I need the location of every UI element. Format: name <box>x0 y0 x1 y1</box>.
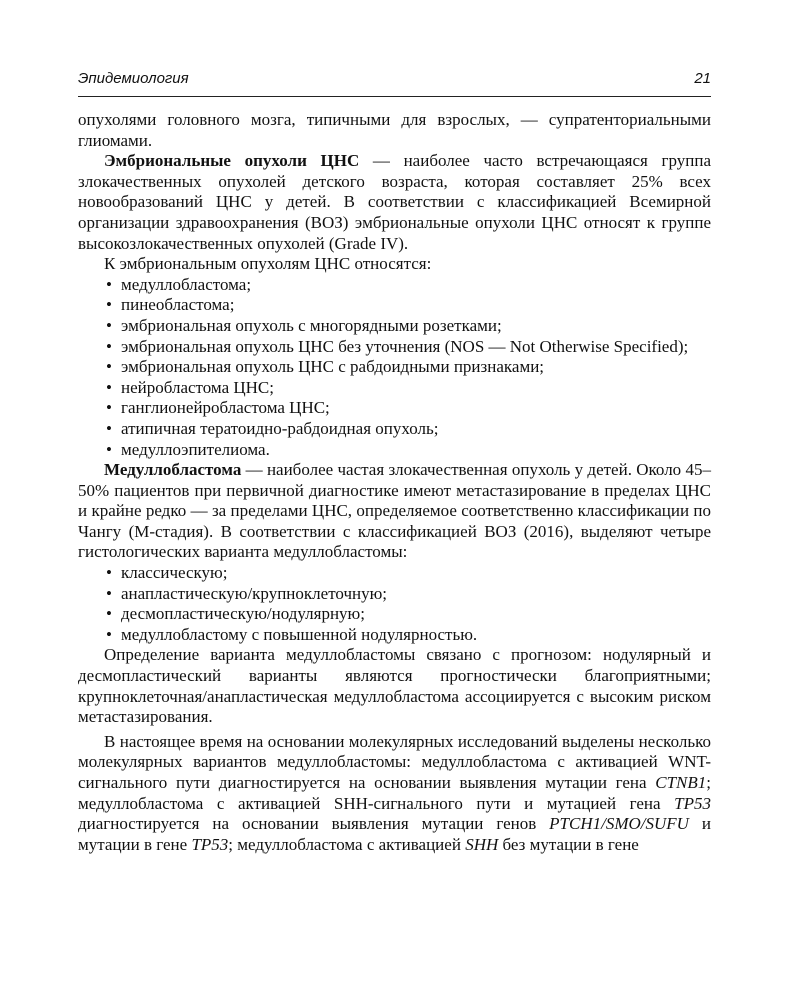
term-medulloblastoma: Медуллобластома <box>104 460 242 480</box>
histology-variant-list <box>78 563 711 645</box>
gene-name: CTNB1 <box>655 773 707 792</box>
paragraph-embryonal-tumors <box>78 151 711 254</box>
list-item: • атипичная тератоидно-рабдоидная опухоль; <box>78 419 711 440</box>
list-item: • эмбриональная опухоль с многорядными розетками; <box>78 316 711 337</box>
paragraph-text: ; медуллобластома с активацией SHH-сигнального пути и мутацией гена <box>78 773 711 813</box>
paragraph-text: ; медуллобластома с активацией <box>228 834 466 854</box>
running-header <box>78 70 711 97</box>
paragraph-list-intro: К эмбриональным опухолям ЦНС относятся: <box>104 254 432 274</box>
list-item: • нейробластома ЦНС; <box>78 378 711 399</box>
paragraph-text: и мутации в гене <box>78 814 711 854</box>
list-item: • анапластическую/крупноклеточную; <box>78 584 711 605</box>
list-item: • медуллобластому с повышенной нодулярностью. <box>78 625 711 646</box>
gene-name: TP53 <box>191 834 229 854</box>
embryonal-tumor-list <box>78 275 711 460</box>
gene-name: TP53 <box>674 793 711 813</box>
paragraph-text: — наиболее частая злокачественная опухоль у детей. Около 45–50% пациентов при первичной диагностике имеют метастазирование в пределах ЦНС и крайне редко — за пределами ЦНС, определяемое соответственно классификации по Чангу (М-стадия). В соответствии с классификацией ВОЗ (2016), выделяют четыре гистологических варианта медуллобластомы: <box>78 460 711 562</box>
list-item: • медуллобластома; <box>78 275 711 296</box>
gene-name: PTCH1/SMO/SUFU <box>549 814 689 834</box>
list-item: • десмопластическую/нодулярную; <box>78 604 711 625</box>
paragraph-molecular-variants <box>78 732 711 856</box>
paragraph-intro: опухолями головного мозга, типичными для взрослых, — супратенториальными глиомами. <box>78 110 711 150</box>
paragraph-prognosis: Определение варианта медуллобластомы связано с прогнозом: нодулярный и десмопластический варианты являются прогностически благоприятными; крупноклеточная/анапластическая медуллобластома ассоциируется с высоким риском метастазирования. <box>78 645 711 727</box>
page-number: 21 <box>694 70 711 87</box>
list-item: • пинеобластома; <box>78 295 711 316</box>
term-embryonal-tumors: Эмбриональные опухоли ЦНС <box>104 151 360 171</box>
paragraph-medulloblastoma <box>78 460 711 563</box>
list-item: • эмбриональная опухоль ЦНС с рабдоидными признаками; <box>78 357 711 378</box>
page-body <box>78 110 711 855</box>
paragraph-text: диагностируется на основании выявления мутации генов <box>78 814 550 834</box>
paragraph-text: без мутации в гене <box>498 834 639 854</box>
list-item: • медуллоэпителиома. <box>78 440 711 461</box>
paragraph-text: В настоящее время на основании молекулярных исследований выделены несколько молекулярных вариантов медуллобластомы: медуллобластома с активацией WNT-сигнального пути диагностируется на основании выявления мутации гена <box>78 731 711 792</box>
list-item: • классическую; <box>78 563 711 584</box>
list-item: • ганглионейробластома ЦНС; <box>78 398 711 419</box>
paragraph-text: — наиболее часто встречающаяся группа злокачественных опухолей детского возраста, которая составляет 25% всех новообразований ЦНС у детей. В соответствии с классификацией Всемирной организации здравоохранения (ВОЗ) эмбриональные опухоли ЦНС относят к группе высокозлокачественных опухолей (Grade IV). <box>78 151 711 253</box>
list-item: • эмбриональная опухоль ЦНС без уточнения (NOS — Not Otherwise Specified); <box>78 337 711 358</box>
gene-name: SHH <box>465 834 499 854</box>
section-title: Эпидемиология <box>78 70 189 87</box>
